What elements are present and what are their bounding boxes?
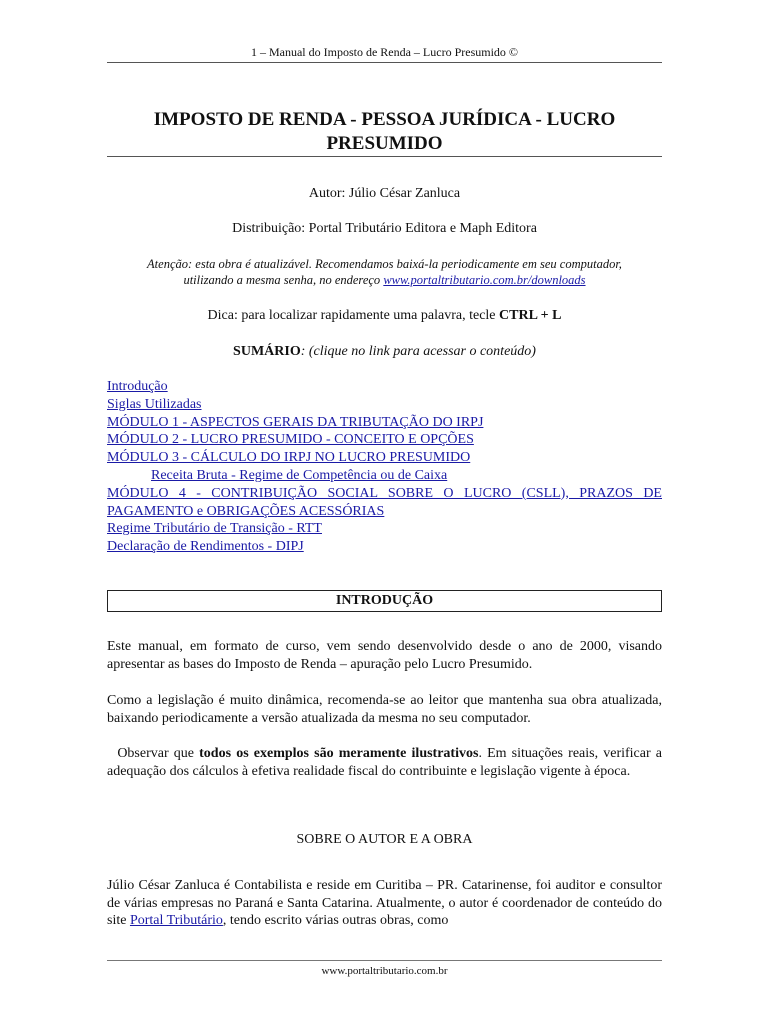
footer-rule (107, 960, 662, 961)
footer-url: www.portaltributario.com.br (321, 965, 448, 977)
toc-link-modulo-3[interactable]: MÓDULO 3 - CÁLCULO DO IRPJ NO LUCRO PRESUMIDO (107, 450, 471, 466)
notice-line-1: Atenção: esta obra é atualizável. Recomendamos baixá-la periodicamente em seu computador, (147, 257, 622, 271)
header-rule (107, 62, 662, 63)
intro-p3-emphasis: todos os exemplos são meramente ilustrativos (199, 746, 479, 761)
distribution-line: Distribuição: Portal Tributário Editora e Maph Editora (232, 221, 537, 236)
tip-text: Dica: para localizar rapidamente uma palavra, tecle (207, 308, 500, 323)
title-rule (107, 156, 662, 157)
summary-label: SUMÁRIO (233, 344, 301, 359)
section-heading-sobre-autor: SOBRE O AUTOR E A OBRA (296, 832, 473, 847)
intro-p3-start: Observar que (107, 746, 200, 761)
toc-link-introducao[interactable]: Introdução (107, 379, 168, 394)
intro-paragraph-2: Como a legislação é muito dinâmica, recomenda-se ao leitor que mantenha sua obra atualizada, baixando periodicamente a versão atualizada da mesma no seu computador. (107, 693, 662, 726)
intro-p3-end: . Em situações reais, verificar a adequação dos cálculos à efetiva realidade fiscal do contribuinte e legislação vigente à época. (107, 746, 666, 779)
toc-link-modulo-4-line-1[interactable]: MÓDULO 4 - CONTRIBUIÇÃO SOCIAL SOBRE O LUCRO (CSLL), PRAZOS DE (107, 485, 662, 501)
notice-line-2-text: utilizando a mesma senha, no endereço (183, 273, 384, 287)
intro-paragraph-1: Este manual, em formato de curso, vem sendo desenvolvido desde o ano de 2000, visando apresentar as bases do Imposto de Renda – apuração pelo Lucro Presumido. (107, 639, 662, 672)
toc-link-receita-bruta[interactable]: Receita Bruta - Regime de Competência ou de Caixa (151, 467, 448, 483)
toc-link-rtt[interactable]: Regime Tributário de Transição - RTT (107, 521, 322, 537)
portal-tributario-link[interactable]: Portal Tributário (129, 913, 223, 928)
author-line: Autor: Júlio César Zanluca (308, 186, 461, 201)
tip-keys: CTRL + L (499, 308, 562, 323)
about-text-start: Júlio César Zanluca é Contabilista e reside em Curitiba – PR. Catarinense, foi auditor e consultor de várias empresas no Paraná e Santa Catarina. Atualmente, o autor é coordenador de conteúdo do site (107, 878, 662, 928)
intro-paragraph-3 (107, 745, 666, 780)
toc-link-modulo-1[interactable]: MÓDULO 1 - ASPECTOS GERAIS DA TRIBUTAÇÃO DO IRPJ (107, 414, 484, 430)
toc-link-modulo-4-line-2[interactable]: PAGAMENTO e OBRIGAÇÕES ACESSÓRIAS (107, 503, 385, 519)
downloads-link[interactable]: www.portaltributario.com.br/downloads (383, 273, 586, 287)
notice-line-2 (107, 272, 662, 288)
summary-hint: : (clique no link para acessar o conteúdo) (300, 344, 536, 359)
document-title (107, 108, 662, 156)
running-header: 1 – Manual do Imposto de Renda – Lucro Presumido © (250, 45, 519, 59)
tip-line (107, 308, 662, 324)
about-text-end: , tendo escrito várias outras obras, como (222, 913, 449, 928)
table-of-contents (107, 378, 662, 556)
toc-link-siglas[interactable]: Siglas Utilizadas (107, 396, 202, 412)
section-heading-introducao: INTRODUÇÃO (107, 590, 662, 612)
update-notice (107, 256, 662, 288)
toc-link-modulo-2[interactable]: MÓDULO 2 - LUCRO PRESUMIDO - CONCEITO E OPÇÕES (107, 432, 474, 448)
document-page (107, 0, 666, 1024)
about-paragraph (107, 877, 662, 930)
document-title-line-2: PRESUMIDO (326, 133, 443, 154)
summary-line (107, 344, 662, 360)
document-title-line-1: IMPOSTO DE RENDA - PESSOA JURÍDICA - LUCRO (153, 109, 616, 130)
toc-link-dipj[interactable]: Declaração de Rendimentos - DIPJ (107, 539, 304, 555)
